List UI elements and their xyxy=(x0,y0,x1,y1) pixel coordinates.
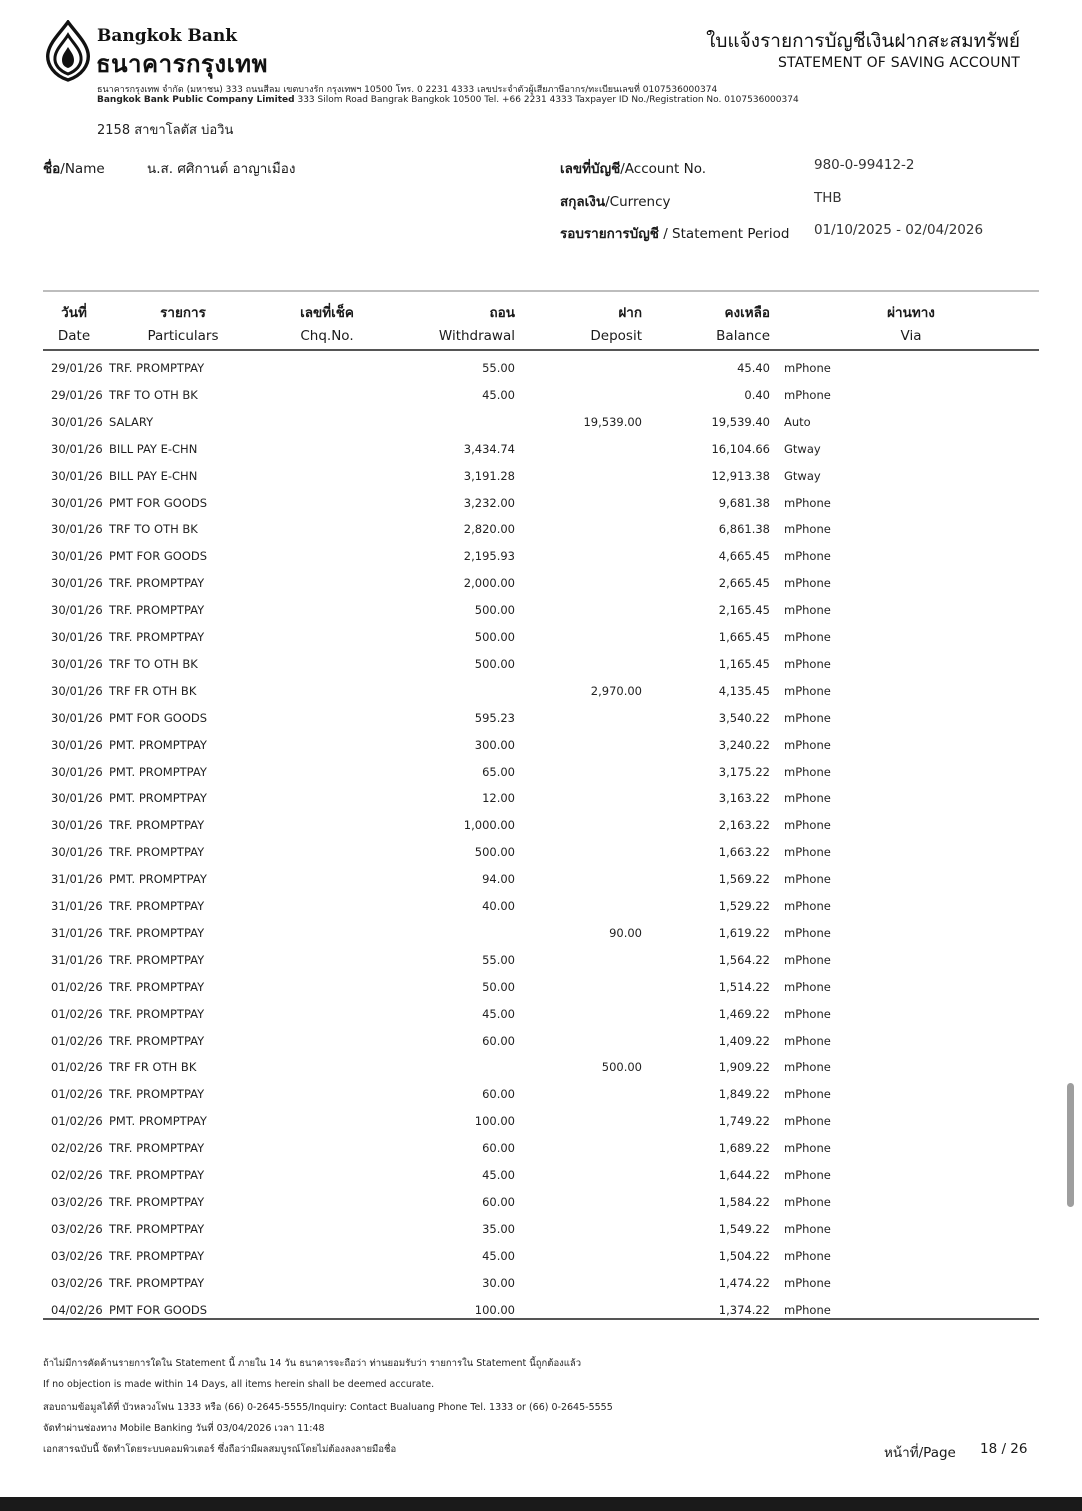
txn-withdrawal: 500.00 xyxy=(474,630,515,644)
txn-particulars: TRF. PROMPTPAY xyxy=(109,1168,205,1182)
txn-date: 30/01/26 xyxy=(51,414,103,429)
table-row xyxy=(0,953,1066,980)
txn-particulars: TRF. PROMPTPAY xyxy=(109,1221,205,1236)
txn-particulars: PMT FOR GOODS xyxy=(109,710,208,725)
txn-particulars: TRF. PROMPTPAY xyxy=(109,845,205,860)
col-particulars-th: รายการ xyxy=(160,305,206,321)
txn-balance: 12,913.38 xyxy=(711,468,770,483)
txn-particulars: PMT. PROMPTPAY xyxy=(109,764,207,779)
table-row xyxy=(0,630,1066,657)
txn-withdrawal: 55.00 xyxy=(482,952,515,967)
txn-via: mPhone xyxy=(784,818,831,833)
txn-balance: 16,104.66 xyxy=(711,441,770,456)
txn-balance: 1,514.22 xyxy=(718,979,770,994)
txn-via: mPhone xyxy=(784,764,831,779)
col-chq-th: เลขที่เช็ค xyxy=(300,305,354,321)
txn-via: mPhone xyxy=(784,387,831,402)
txn-via: mPhone xyxy=(784,952,831,967)
txn-date: 30/01/26 xyxy=(51,764,103,779)
col-deposit-en: Deposit xyxy=(590,328,642,344)
txn-withdrawal: 3,232.00 xyxy=(463,495,515,510)
txn-particulars: PMT FOR GOODS xyxy=(109,495,208,510)
txn-withdrawal: 45.00 xyxy=(482,1006,515,1021)
txn-balance: 45.40 xyxy=(737,361,770,375)
txn-particulars: TRF. PROMPTPAY xyxy=(109,952,205,967)
txn-balance: 1,165.45 xyxy=(718,656,770,671)
bank-company-name: Bangkok Bank Public Company Limited xyxy=(97,95,295,105)
txn-via: mPhone xyxy=(784,656,831,671)
txn-particulars: TRF. PROMPTPAY xyxy=(109,899,205,913)
txn-date: 31/01/26 xyxy=(51,952,103,967)
txn-date: 01/02/26 xyxy=(51,1033,103,1048)
txn-withdrawal: 45.00 xyxy=(482,387,515,402)
txn-particulars: PMT. PROMPTPAY xyxy=(109,737,207,752)
txn-withdrawal: 60.00 xyxy=(482,1141,515,1156)
txn-particulars: PMT. PROMPTPAY xyxy=(109,872,207,887)
txn-date: 30/01/26 xyxy=(51,683,103,698)
txn-via: mPhone xyxy=(784,710,831,725)
txn-deposit: 500.00 xyxy=(601,1060,642,1075)
txn-via: mPhone xyxy=(784,1221,831,1236)
txn-particulars: TRF. PROMPTPAY xyxy=(109,818,205,833)
txn-particulars: TRF. PROMPTPAY xyxy=(109,925,205,940)
txn-particulars: TRF TO OTH BK xyxy=(109,387,198,402)
txn-balance: 2,163.22 xyxy=(718,818,770,833)
bottom-bar xyxy=(0,1497,1082,1511)
txn-via: mPhone xyxy=(784,791,831,806)
col-deposit-th: ฝาก xyxy=(618,305,642,321)
table-row xyxy=(0,496,1066,523)
txn-particulars: TRF. PROMPTPAY xyxy=(109,1248,205,1263)
txn-withdrawal: 500.00 xyxy=(474,845,515,860)
txn-withdrawal: 3,191.28 xyxy=(463,468,515,483)
txn-via: mPhone xyxy=(784,1275,831,1290)
txn-via: mPhone xyxy=(784,1302,831,1317)
txn-balance: 3,540.22 xyxy=(718,710,770,725)
table-row xyxy=(0,1060,1066,1087)
txn-deposit: 19,539.00 xyxy=(583,414,642,429)
txn-particulars: TRF. PROMPTPAY xyxy=(109,1087,205,1102)
inquiry-note: สอบถามข้อมูลได้ที่ บัวหลวงโฟน 1333 หรือ (66) 0-2645-5555/Inquiry: Contact Bualuang Phone Tel. 1333 or (66) 0-2645-5555 xyxy=(43,1402,613,1413)
txn-date: 30/01/26 xyxy=(51,710,103,725)
bank-name-th: ธนาคารกรุงเทพ xyxy=(96,50,268,78)
txn-balance: 4,135.45 xyxy=(718,683,770,698)
txn-via: mPhone xyxy=(784,872,831,887)
txn-date: 03/02/26 xyxy=(51,1248,103,1263)
txn-balance: 1,469.22 xyxy=(718,1006,770,1021)
txn-particulars: SALARY xyxy=(109,414,154,429)
objection-note-en: If no objection is made within 14 Days, all items herein shall be deemed accurate. xyxy=(43,1379,435,1390)
txn-date: 30/01/26 xyxy=(51,737,103,752)
table-row xyxy=(0,603,1066,630)
txn-date: 30/01/26 xyxy=(51,441,103,456)
table-top-rule xyxy=(43,290,1039,292)
txn-date: 30/01/26 xyxy=(51,603,103,618)
txn-withdrawal: 65.00 xyxy=(482,764,515,779)
txn-via: Gtway xyxy=(784,468,821,483)
txn-balance: 3,240.22 xyxy=(718,737,770,752)
table-row xyxy=(0,388,1066,415)
txn-withdrawal: 94.00 xyxy=(482,872,515,887)
txn-particulars: BILL PAY E-CHN xyxy=(109,441,198,456)
txn-withdrawal: 45.00 xyxy=(482,1248,515,1263)
txn-via: mPhone xyxy=(784,1087,831,1102)
txn-withdrawal: 100.00 xyxy=(474,1114,515,1129)
txn-particulars: PMT. PROMPTPAY xyxy=(109,791,207,806)
txn-via: mPhone xyxy=(784,1114,831,1129)
txn-date: 03/02/26 xyxy=(51,1275,103,1290)
table-row xyxy=(0,522,1066,549)
table-row xyxy=(0,899,1066,926)
txn-withdrawal: 55.00 xyxy=(482,361,515,375)
txn-date: 01/02/26 xyxy=(51,1006,103,1021)
table-row xyxy=(0,576,1066,603)
txn-particulars: TRF. PROMPTPAY xyxy=(109,1275,205,1290)
table-row xyxy=(0,1087,1066,1114)
account-no-label: เลขที่บัญชี/Account No. xyxy=(560,161,707,177)
txn-withdrawal: 30.00 xyxy=(482,1275,515,1290)
txn-date: 03/02/26 xyxy=(51,1221,103,1236)
table-row xyxy=(0,549,1066,576)
table-row xyxy=(0,711,1066,738)
txn-date: 03/02/26 xyxy=(51,1194,103,1209)
txn-date: 01/02/26 xyxy=(51,979,103,994)
txn-date: 30/01/26 xyxy=(51,495,103,510)
txn-via: mPhone xyxy=(784,1141,831,1156)
txn-date: 31/01/26 xyxy=(51,872,103,887)
txn-date: 01/02/26 xyxy=(51,1060,103,1075)
bangkok-bank-logo-icon xyxy=(43,20,93,82)
table-row xyxy=(0,1303,1066,1330)
account-no-value: 980-0-99412-2 xyxy=(814,157,915,173)
txn-via: mPhone xyxy=(784,549,831,564)
txn-via: mPhone xyxy=(784,899,831,913)
txn-date: 30/01/26 xyxy=(51,468,103,483)
txn-balance: 1,663.22 xyxy=(718,845,770,860)
txn-date: 30/01/26 xyxy=(51,791,103,806)
txn-withdrawal: 60.00 xyxy=(482,1087,515,1102)
txn-date: 30/01/26 xyxy=(51,522,103,537)
branch-name: 2158 สาขาโลตัส บ่อวิน xyxy=(97,123,234,138)
txn-balance: 1,665.45 xyxy=(718,630,770,644)
txn-balance: 1,569.22 xyxy=(718,872,770,887)
txn-withdrawal: 60.00 xyxy=(482,1033,515,1048)
txn-via: mPhone xyxy=(784,845,831,860)
table-row xyxy=(0,765,1066,792)
txn-deposit: 2,970.00 xyxy=(590,683,642,698)
txn-balance: 1,504.22 xyxy=(718,1248,770,1263)
txn-date: 31/01/26 xyxy=(51,899,103,913)
scrollbar-thumb[interactable] xyxy=(1067,1083,1074,1207)
objection-note-th: ถ้าไม่มีการคัดค้านรายการใดใน Statement นี้ ภายใน 14 วัน ธนาคารจะถือว่า ท่านยอมรับว่า รายการใน Statement นี้ถูกต้องแล้ว xyxy=(43,1358,582,1369)
page-number: 18 / 26 xyxy=(980,1441,1028,1457)
col-balance-en: Balance xyxy=(716,328,770,344)
txn-date: 30/01/26 xyxy=(51,845,103,860)
txn-via: mPhone xyxy=(784,1248,831,1263)
txn-via: mPhone xyxy=(784,683,831,698)
table-row xyxy=(0,1034,1066,1061)
table-row xyxy=(0,684,1066,711)
bank-address-th: ธนาคารกรุงเทพ จำกัด (มหาชน) 333 ถนนสีลม เขตบางรัก กรุงเทพฯ 10500 โทร. 0 2231 4333 เลขประจำตัวผู้เสียภาษีอากร/ทะเบียนเลขที่ 0107536000374 xyxy=(97,85,718,95)
txn-particulars: TRF. PROMPTPAY xyxy=(109,1141,205,1156)
bank-address-en xyxy=(97,95,799,105)
txn-via: mPhone xyxy=(784,603,831,618)
txn-particulars: TRF TO OTH BK xyxy=(109,656,198,671)
name-label: ชื่อ/Name xyxy=(43,161,105,177)
col-date-en: Date xyxy=(57,328,91,344)
col-chq-en: Chq.No. xyxy=(300,328,354,344)
txn-withdrawal: 60.00 xyxy=(482,1194,515,1209)
table-header-rule xyxy=(43,349,1039,351)
col-via-en: Via xyxy=(900,328,922,344)
txn-date: 30/01/26 xyxy=(51,630,103,644)
txn-withdrawal: 2,820.00 xyxy=(463,522,515,537)
table-row xyxy=(0,1141,1066,1168)
table-row xyxy=(0,469,1066,496)
txn-particulars: BILL PAY E-CHN xyxy=(109,468,198,483)
table-row xyxy=(0,657,1066,684)
txn-balance: 9,681.38 xyxy=(718,495,770,510)
txn-particulars: PMT FOR GOODS xyxy=(109,1302,208,1317)
txn-particulars: TRF. PROMPTPAY xyxy=(109,603,205,618)
txn-deposit: 90.00 xyxy=(609,925,642,940)
txn-via: mPhone xyxy=(784,495,831,510)
txn-via: mPhone xyxy=(784,737,831,752)
txn-date: 30/01/26 xyxy=(51,576,103,591)
table-row xyxy=(0,738,1066,765)
txn-balance: 19,539.40 xyxy=(711,414,770,429)
txn-balance: 1,644.22 xyxy=(718,1168,770,1182)
txn-via: mPhone xyxy=(784,925,831,940)
statement-period-value: 01/10/2025 - 02/04/2026 xyxy=(814,222,984,238)
txn-date: 01/02/26 xyxy=(51,1087,103,1102)
computer-generated-note: เอกสารฉบับนี้ จัดทำโดยระบบคอมพิวเตอร์ ซึ่งถือว่ามีผลสมบูรณ์โดยไม่ต้องลงลายมือชื่อ xyxy=(43,1444,397,1455)
col-date-th: วันที่ xyxy=(61,305,87,321)
txn-date: 04/02/26 xyxy=(51,1302,103,1317)
txn-withdrawal: 300.00 xyxy=(474,737,515,752)
txn-particulars: TRF. PROMPTPAY xyxy=(109,630,205,644)
txn-balance: 1,549.22 xyxy=(718,1221,770,1236)
txn-balance: 1,564.22 xyxy=(718,952,770,967)
txn-particulars: TRF. PROMPTPAY xyxy=(109,979,205,994)
table-row xyxy=(0,926,1066,953)
txn-particulars: TRF. PROMPTPAY xyxy=(109,361,205,375)
generated-note: จัดทำผ่านช่องทาง Mobile Banking วันที่ 03/04/2026 เวลา 11:48 xyxy=(43,1423,325,1434)
txn-withdrawal: 2,195.93 xyxy=(463,549,515,564)
account-holder-name: น.ส. ศศิกานต์ อาญาเมือง xyxy=(147,161,296,177)
txn-particulars: PMT FOR GOODS xyxy=(109,549,208,564)
table-row xyxy=(0,1276,1066,1303)
col-via-th: ผ่านทาง xyxy=(887,305,935,321)
table-row xyxy=(0,415,1066,442)
txn-particulars: TRF TO OTH BK xyxy=(109,522,198,537)
txn-balance: 4,665.45 xyxy=(718,549,770,564)
table-row xyxy=(0,980,1066,1007)
txn-particulars: TRF. PROMPTPAY xyxy=(109,1194,205,1209)
txn-withdrawal: 595.23 xyxy=(474,710,515,725)
txn-date: 29/01/26 xyxy=(51,387,103,402)
txn-particulars: TRF FR OTH BK xyxy=(109,683,197,698)
txn-particulars: TRF FR OTH BK xyxy=(109,1060,197,1075)
txn-via: mPhone xyxy=(784,1006,831,1021)
txn-date: 02/02/26 xyxy=(51,1141,103,1156)
txn-balance: 1,689.22 xyxy=(718,1141,770,1156)
txn-balance: 1,749.22 xyxy=(718,1114,770,1129)
txn-withdrawal: 45.00 xyxy=(482,1168,515,1182)
txn-balance: 3,163.22 xyxy=(718,791,770,806)
txn-date: 30/01/26 xyxy=(51,656,103,671)
col-withdrawal-th: ถอน xyxy=(489,305,515,321)
txn-date: 02/02/26 xyxy=(51,1168,103,1182)
col-withdrawal-en: Withdrawal xyxy=(438,328,515,344)
table-row xyxy=(0,361,1066,388)
txn-via: mPhone xyxy=(784,1168,831,1182)
txn-particulars: TRF. PROMPTPAY xyxy=(109,1006,205,1021)
vertical-scrollbar[interactable] xyxy=(1066,0,1082,1497)
txn-balance: 1,909.22 xyxy=(718,1060,770,1075)
table-row xyxy=(0,872,1066,899)
table-row xyxy=(0,1168,1066,1195)
col-balance-th: คงเหลือ xyxy=(724,305,770,321)
txn-date: 30/01/26 xyxy=(51,818,103,833)
statement-period-label: รอบรายการบัญชี / Statement Period xyxy=(560,226,790,242)
txn-via: mPhone xyxy=(784,979,831,994)
statement-title-en: STATEMENT OF SAVING ACCOUNT xyxy=(777,55,1020,71)
txn-balance: 1,374.22 xyxy=(718,1302,770,1317)
bank-address-en-rest: 333 Silom Road Bangrak Bangkok 10500 Tel. +66 2231 4333 Taxpayer ID No./Registration No. 0107536000374 xyxy=(297,95,799,105)
txn-date: 30/01/26 xyxy=(51,549,103,564)
txn-withdrawal: 3,434.74 xyxy=(463,441,515,456)
table-row xyxy=(0,1114,1066,1141)
table-bottom-rule xyxy=(43,1318,1039,1320)
txn-balance: 1,584.22 xyxy=(718,1194,770,1209)
txn-via: mPhone xyxy=(784,361,831,375)
txn-via: mPhone xyxy=(784,1060,831,1075)
txn-withdrawal: 2,000.00 xyxy=(463,576,515,591)
table-row xyxy=(0,1249,1066,1276)
txn-via: mPhone xyxy=(784,630,831,644)
txn-withdrawal: 50.00 xyxy=(482,979,515,994)
txn-withdrawal: 500.00 xyxy=(474,603,515,618)
txn-date: 31/01/26 xyxy=(51,925,103,940)
txn-balance: 1,619.22 xyxy=(718,925,770,940)
txn-date: 01/02/26 xyxy=(51,1114,103,1129)
col-particulars-en: Particulars xyxy=(147,328,219,344)
txn-via: mPhone xyxy=(784,1194,831,1209)
txn-particulars: PMT. PROMPTPAY xyxy=(109,1114,207,1129)
txn-withdrawal: 40.00 xyxy=(482,899,515,913)
txn-withdrawal: 500.00 xyxy=(474,656,515,671)
txn-via: mPhone xyxy=(784,576,831,591)
table-row xyxy=(0,845,1066,872)
txn-balance: 3,175.22 xyxy=(718,764,770,779)
txn-balance: 1,474.22 xyxy=(718,1275,770,1290)
txn-balance: 1,849.22 xyxy=(718,1087,770,1102)
txn-via: Auto xyxy=(784,414,811,429)
txn-via: Gtway xyxy=(784,441,821,456)
txn-withdrawal: 1,000.00 xyxy=(463,818,515,833)
currency-label: สกุลเงิน/Currency xyxy=(560,194,671,210)
page-label: หน้าที่/Page xyxy=(884,1445,956,1461)
txn-withdrawal: 12.00 xyxy=(482,791,515,806)
txn-balance: 1,409.22 xyxy=(718,1033,770,1048)
txn-withdrawal: 100.00 xyxy=(474,1302,515,1317)
table-row xyxy=(0,1222,1066,1249)
txn-balance: 6,861.38 xyxy=(718,522,770,537)
txn-via: mPhone xyxy=(784,1033,831,1048)
txn-via: mPhone xyxy=(784,522,831,537)
txn-date: 29/01/26 xyxy=(51,361,103,375)
txn-balance: 2,165.45 xyxy=(718,603,770,618)
table-row xyxy=(0,442,1066,469)
txn-balance: 1,529.22 xyxy=(718,899,770,913)
table-row xyxy=(0,1195,1066,1222)
statement-title-th: ใบแจ้งรายการบัญชีเงินฝากสะสมทรัพย์ xyxy=(706,30,1020,52)
txn-balance: 0.40 xyxy=(744,387,770,402)
txn-balance: 2,665.45 xyxy=(718,576,770,591)
txn-withdrawal: 35.00 xyxy=(482,1221,515,1236)
txn-particulars: TRF. PROMPTPAY xyxy=(109,1033,205,1048)
currency-value: THB xyxy=(814,190,842,206)
txn-particulars: TRF. PROMPTPAY xyxy=(109,576,205,591)
table-row xyxy=(0,791,1066,818)
table-row xyxy=(0,1007,1066,1034)
bank-name-en: Bangkok Bank xyxy=(97,26,237,46)
table-row xyxy=(0,818,1066,845)
